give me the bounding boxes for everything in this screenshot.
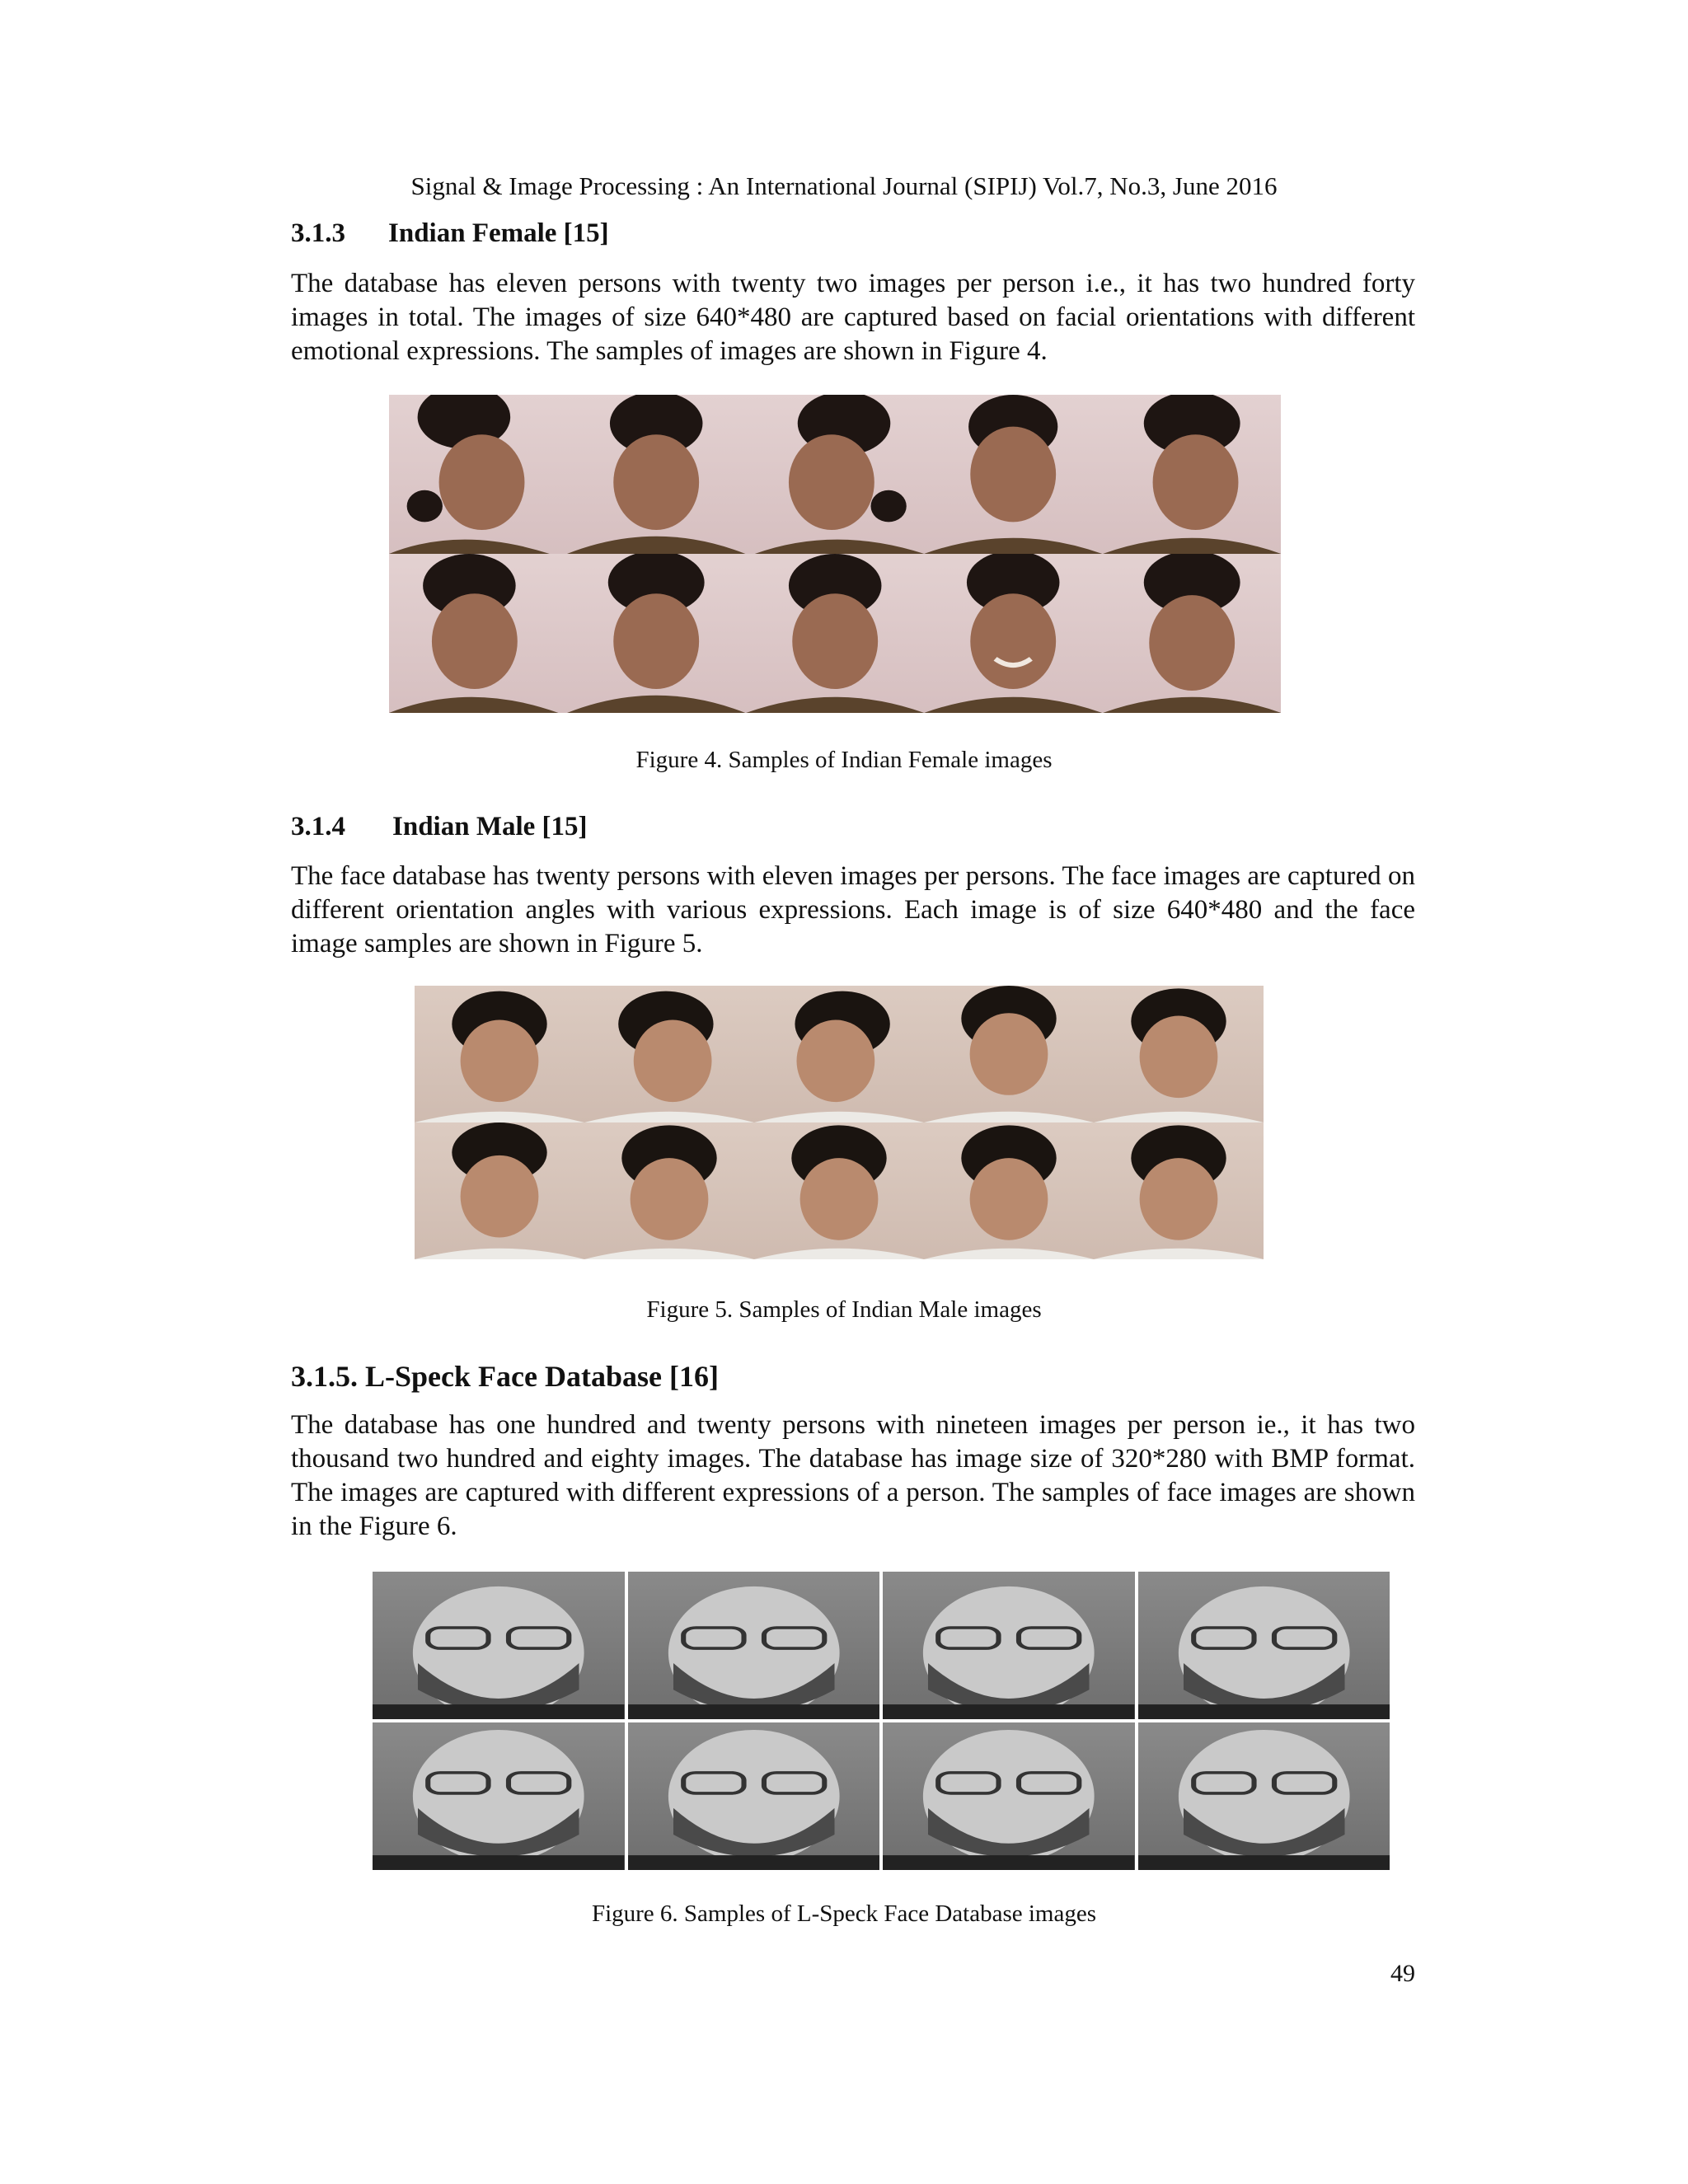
face-image — [924, 986, 1094, 1122]
figure-4-indian-female-samples — [389, 395, 1281, 713]
face-image — [567, 395, 745, 554]
figure-4-caption: Figure 4. Samples of Indian Female images — [635, 747, 1053, 773]
section-body-3-1-5: The database has one hundred and twenty persons with nineteen images per person ie., it has two thousand two hundred and eighty images. The database has image size of 320*280 with BMP format. The images are captured with different expressions of a person. The samples of face images are shown in the Figure 6. — [291, 1410, 1415, 1541]
face-image — [1103, 395, 1281, 554]
section-heading-3-1-5: 3.1.5. L-Speck Face Database [16] — [291, 1360, 719, 1393]
face-image — [746, 395, 924, 554]
face-image — [567, 554, 745, 713]
section-body-3-1-4: The face database has twenty persons with eleven images per persons. The face images are captured on different orientation angles with various expressions. Each image is of size 640*480 and the face image samples are shown in Figure 5. — [291, 861, 1415, 958]
face-image — [1094, 1122, 1264, 1259]
face-image — [1094, 986, 1264, 1122]
face-image — [373, 1572, 625, 1719]
face-image — [415, 1122, 584, 1259]
running-header: Signal & Image Processing : An International Journal (SIPIJ) Vol.7, No.3, June 2016 — [410, 171, 1278, 200]
section-heading-3-1-4 — [291, 812, 588, 842]
face-image — [1138, 1722, 1390, 1870]
face-image — [584, 986, 754, 1122]
face-image — [628, 1722, 880, 1870]
face-image — [1103, 554, 1281, 713]
section-number: 3.1.4 — [291, 812, 345, 841]
section-number: 3.1.3 — [291, 218, 345, 248]
face-image — [924, 395, 1102, 554]
face-image — [883, 1722, 1135, 1870]
face-image — [924, 1122, 1094, 1259]
face-image — [389, 395, 567, 554]
section-title: Indian Female [15] — [388, 218, 609, 248]
face-image — [754, 1122, 924, 1259]
face-image — [883, 1572, 1135, 1719]
figure-6-caption: Figure 6. Samples of L-Speck Face Database images — [591, 1900, 1097, 1927]
face-image — [373, 1722, 625, 1870]
face-image — [754, 986, 924, 1122]
section-body-3-1-3: The database has eleven persons with twenty two images per person i.e., it has two hundred forty images in total. The images of size 640*480 are captured based on facial orientations with different emotional expressions. The samples of images are shown in Figure 4. — [291, 269, 1415, 366]
figure-5-indian-male-samples — [415, 986, 1264, 1259]
face-image — [415, 986, 584, 1122]
section-title: Indian Male [15] — [392, 812, 588, 841]
face-image — [1138, 1572, 1390, 1719]
page-number: 49 — [1390, 1960, 1415, 1987]
section-heading-3-1-3 — [291, 218, 609, 249]
figure-6-l-speck-samples — [373, 1572, 1390, 1870]
figure-5-caption: Figure 5. Samples of Indian Male images — [646, 1296, 1042, 1323]
face-image — [746, 554, 924, 713]
face-image — [389, 554, 567, 713]
face-image — [924, 554, 1102, 713]
face-image — [628, 1572, 880, 1719]
face-image — [584, 1122, 754, 1259]
